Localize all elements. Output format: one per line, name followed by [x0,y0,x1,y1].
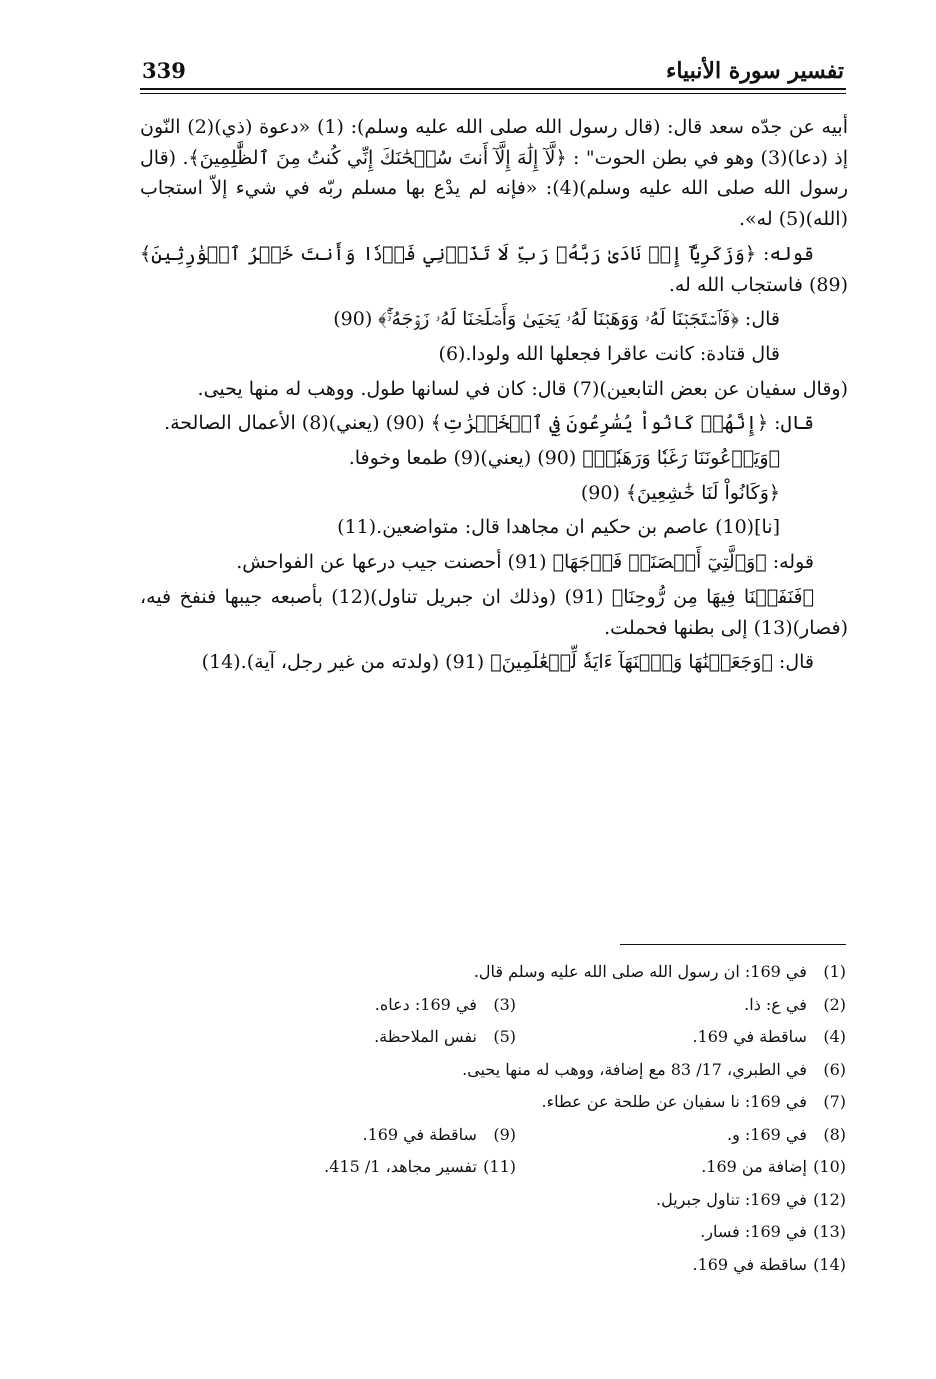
footnote-number: (6) [823,1059,846,1079]
header-rule-thick [140,88,846,90]
paragraph: قال: ﴿إِنَّهُمۡ كَانُواْ يُسَٰرِعُونَ فِي ٱلۡخَيۡرَٰتِ﴾ (90) (يعني)(8) الأعمال الصالحة. [164,412,814,435]
footnotes [180,956,846,1281]
footnote-text: في 169: تناول جبريل. [656,1189,807,1209]
footnote-row [180,1054,846,1087]
footnote-number: (12) [813,1189,846,1209]
footnote-number: (4) [823,1027,846,1046]
footnote-text: إضافة من 169. [701,1157,807,1176]
header-rule-thin [140,93,846,94]
footnote-text: نفس الملاحظة. [374,1027,477,1046]
footnote-row [180,1021,846,1054]
footnote-number: (3) [493,994,516,1014]
footnote-row [180,1151,846,1184]
footnote-item [516,1151,846,1184]
footnote-text: في 169: و. [726,1124,807,1144]
paragraph: [نا](10) عاصم بن حكيم ان مجاهدا قال: متواضعين.(11) [337,516,780,539]
footnote-item [180,1216,846,1249]
main-text [140,112,848,682]
footnote-item [186,1119,516,1152]
footnote-text: في 169: ان رسول الله صلى الله عليه وسلم قال. [473,962,807,981]
footnote-text: ساقطة في 169. [692,1254,807,1274]
footnote-separator [620,944,846,945]
page-header [128,52,846,90]
footnote-item [180,1054,846,1087]
footnote-row [180,1119,846,1152]
footnote-number: (10) [813,1157,846,1176]
footnote-number: (5) [493,1027,516,1046]
footnote-item [180,956,846,989]
footnote-number: (11) [483,1157,516,1176]
footnote-item [180,1086,846,1119]
footnote-item [516,1119,846,1152]
footnote-item [516,989,846,1022]
footnote-number: (9) [493,1124,516,1144]
footnote-number: (8) [823,1124,846,1144]
page-number: 339 [142,58,186,83]
footnote-text: في الطبري، 17/ 83 مع إضافة، ووهب له منها يحيى. [462,1059,807,1079]
footnote-text: في ع: ذا. [744,994,807,1014]
footnote-item [186,1151,516,1184]
footnote-row [180,989,846,1022]
footnote-item [186,1021,516,1054]
footnote-number: (7) [823,1092,846,1111]
footnote-row [180,1184,846,1217]
footnote-text: تفسير مجاهد، 1/ 415. [324,1157,477,1176]
footnote-text: في 169: نا سفيان عن طلحة عن عطاء. [541,1092,807,1111]
footnote-text: في 169: فسار. [700,1222,807,1241]
paragraph: قال: ﴿فَٱسۡتَجَبۡنَا لَهُۥ وَوَهَبۡنَا لَهُۥ يَحۡيَىٰ وَأَصۡلَحۡنَا لَهُۥ زَوۡجَهُۥٓۚ﴾ (90) [333,308,780,331]
footnote-item [186,989,516,1022]
footnote-row [180,1249,846,1282]
footnote-item [516,1021,846,1054]
footnote-row [180,1216,846,1249]
footnote-item [180,1184,846,1217]
footnote-number: (1) [823,962,846,981]
paragraph: قوله: ﴿وَٱلَّتِيٓ أَحۡصَنَتۡ فَرۡجَهَا﴾ (91) أحصنت جيب درعها عن الفواحش. [236,551,814,574]
paragraph: قوله: ﴿وَزَكَرِيَّآ إِذۡ نَادَىٰ رَبَّهُۥ رَبِّ لَا تَذَرۡنِي فَرۡدٗا وَأَنتَ خَيۡرُ ٱلۡوَٰرِثِينَ﴾ (89) فاستجاب الله له. [140,242,848,296]
footnote-row [180,956,846,989]
footnote-number: (13) [813,1222,846,1241]
paragraph: قال قتادة: كانت عاقرا فجعلها الله ولودا.(6) [438,342,780,365]
footnote-item [180,1249,846,1282]
footnote-text: في 169: دعاه. [374,994,477,1014]
paragraph: (وقال سفيان عن بعض التابعين)(7) قال: كان في لسانها طول. ووهب له منها يحيى. [197,377,848,400]
paragraph: ﴿فَنَفَخۡنَا فِيهَا مِن رُّوحِنَا﴾ (91) (وذلك ان جبريل تناول)(12) بأصبعه جيبها فنفخ فيه، (فصار)(13) إلى بطنها فحملت. [140,585,848,639]
paragraph: قال: ﴿وَجَعَلۡنَٰهَا وَٱبۡنَهَآ ءَايَةٗ لِّلۡعَٰلَمِينَ﴾ (91) (ولدته من غير رجل، آية).(14) [201,651,814,674]
footnote-number: (2) [823,994,846,1014]
footnote-text: ساقطة في 169. [692,1027,807,1046]
footnote-row [180,1086,846,1119]
paragraph: ﴿وَكَانُواْ لَنَا خَٰشِعِينَ﴾ (90) [580,481,780,504]
footnote-text: ساقطة في 169. [362,1124,477,1144]
running-title: تفسير سورة الأنبياء [665,58,844,84]
paragraph: أبيه عن جدّه سعد قال: (قال رسول الله صلى الله عليه وسلم): (1) «دعوة (ذي)(2) النّون إذ (دعا)(3) وهو في بطن الحوت" : ﴿لَّآ إِلَٰهَ إِلَّآ أَنتَ سُبۡحَٰنَكَ إِنِّي كُنتُ مِنَ ٱلظَّٰلِمِينَ﴾. (قال رسول الله صلى الله عليه وسلم)(4): «فإنه لم يدْع بها مسلم ربّه في شيء إلاّ استجاب (الله)(5) له». [140,116,848,231]
footnote-number: (14) [813,1254,846,1274]
paragraph: ﴿وَيَدۡعُونَنَا رَغَبٗا وَرَهَبٗاۖ﴾ (90) (يعني)(9) طمعا وخوفا. [348,447,780,470]
